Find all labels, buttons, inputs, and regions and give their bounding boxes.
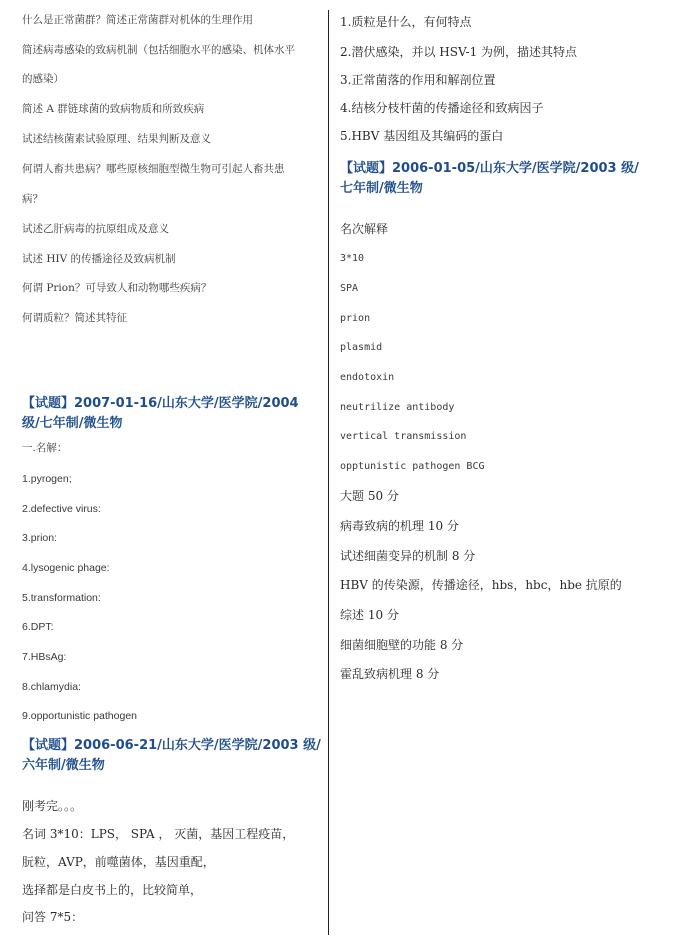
exam-line: 名次解释: [340, 222, 389, 236]
question-line: 简述病毒感染的致病机制（包括细胞水平的感染、机体水平: [22, 44, 295, 56]
exam-line: 病毒致病的机理 10 分: [340, 519, 459, 533]
question-line: 何谓质粒？简述其特征: [22, 312, 127, 324]
exam-heading-2006-06-cont: 六年制/微生物: [22, 758, 105, 773]
term-item: 3.prion:: [22, 532, 58, 544]
question-line: 4.结核分枝杆菌的传播途径和致病因子: [340, 101, 544, 115]
term-item: 1.pyrogen;: [22, 473, 72, 485]
term-item: 5.transformation:: [22, 592, 101, 604]
term-item: 8.chlamydia:: [22, 681, 81, 693]
question-line: 3.正常菌落的作用和解剖位置: [340, 73, 496, 87]
question-line: 1.质粒是什么，有何特点: [340, 15, 472, 29]
exam-line: 3*10: [340, 253, 365, 264]
exam-line: 霍乱致病机理 8 分: [340, 667, 440, 681]
exam-line: 大题 50 分: [340, 489, 399, 503]
question-line: 何谓人畜共患病？哪些原核细胞型微生物可引起人畜共患: [22, 163, 285, 175]
exam-line: opptunistic pathogen BCG: [340, 461, 485, 472]
section-subtitle: 一.名解：: [22, 442, 68, 454]
question-line: 什么是正常菌群？简述正常菌群对机体的生理作用: [22, 14, 253, 26]
exam-heading-2007: 【试题】2007-01-16/山东大学/医学院/2004: [22, 396, 299, 411]
exam-heading-2006-01: 【试题】2006-01-05/山东大学/医学院/2003 级/: [340, 161, 639, 176]
column-divider: [328, 10, 329, 935]
exam-note-line: 刚考完。。。: [22, 799, 83, 813]
question-line: 2.潜伏感染，并以 HSV-1 为例，描述其特点: [340, 45, 578, 59]
question-line: 简述 A 群链球菌的致病物质和所致疾病: [22, 103, 205, 115]
exam-line: HBV 的传染源，传播途径，hbs，hbc，hbe 抗原的: [340, 578, 622, 592]
exam-line: endotoxin: [340, 372, 395, 383]
term-item: 4.lysogenic phage:: [22, 562, 110, 574]
exam-line: 综述 10 分: [340, 608, 399, 622]
exam-note-line: 问答 7*5：: [22, 910, 84, 924]
exam-note-line: 朊粒，AVP，前噬菌体，基因重配，: [22, 855, 215, 869]
exam-heading-2006-01-cont: 七年制/微生物: [340, 181, 423, 196]
exam-note-line: 选择都是白皮书上的，比较简单，: [22, 883, 203, 897]
exam-line: SPA: [340, 283, 359, 294]
exam-line: 试述细菌变异的机制 8 分: [340, 549, 476, 563]
exam-line: neutrilize antibody: [340, 402, 455, 413]
question-line: 试述结核菌素试验原理、结果判断及意义: [22, 133, 211, 145]
exam-line: prion: [340, 313, 371, 324]
term-item: 7.HBsAg:: [22, 651, 67, 663]
question-line: 试述乙肝病毒的抗原组成及意义: [22, 223, 169, 235]
exam-line: plasmid: [340, 342, 383, 353]
exam-heading-2006-06: 【试题】2006-06-21/山东大学/医学院/2003 级/: [22, 738, 321, 753]
term-item: 6.DPT:: [22, 621, 54, 633]
question-line: 何谓 Prion？可导致人和动物哪些疾病？: [22, 282, 212, 294]
exam-note-line: 名词 3*10：LPS， SPA ， 灭菌，基因工程疫苗，: [22, 827, 295, 841]
exam-line: vertical transmission: [340, 431, 467, 442]
exam-line: 细菌细胞壁的功能 8 分: [340, 638, 464, 652]
question-line: 试述 HIV 的传播途径及致病机制: [22, 253, 176, 265]
question-line: 病？: [22, 193, 43, 205]
exam-heading-2007-cont: 级/七年制/微生物: [22, 416, 123, 431]
question-line: 5.HBV 基因组及其编码的蛋白: [340, 129, 504, 143]
question-line: 的感染）: [22, 73, 64, 85]
term-item: 9.opportunistic pathogen: [22, 710, 138, 722]
term-item: 2.defective virus:: [22, 503, 101, 515]
